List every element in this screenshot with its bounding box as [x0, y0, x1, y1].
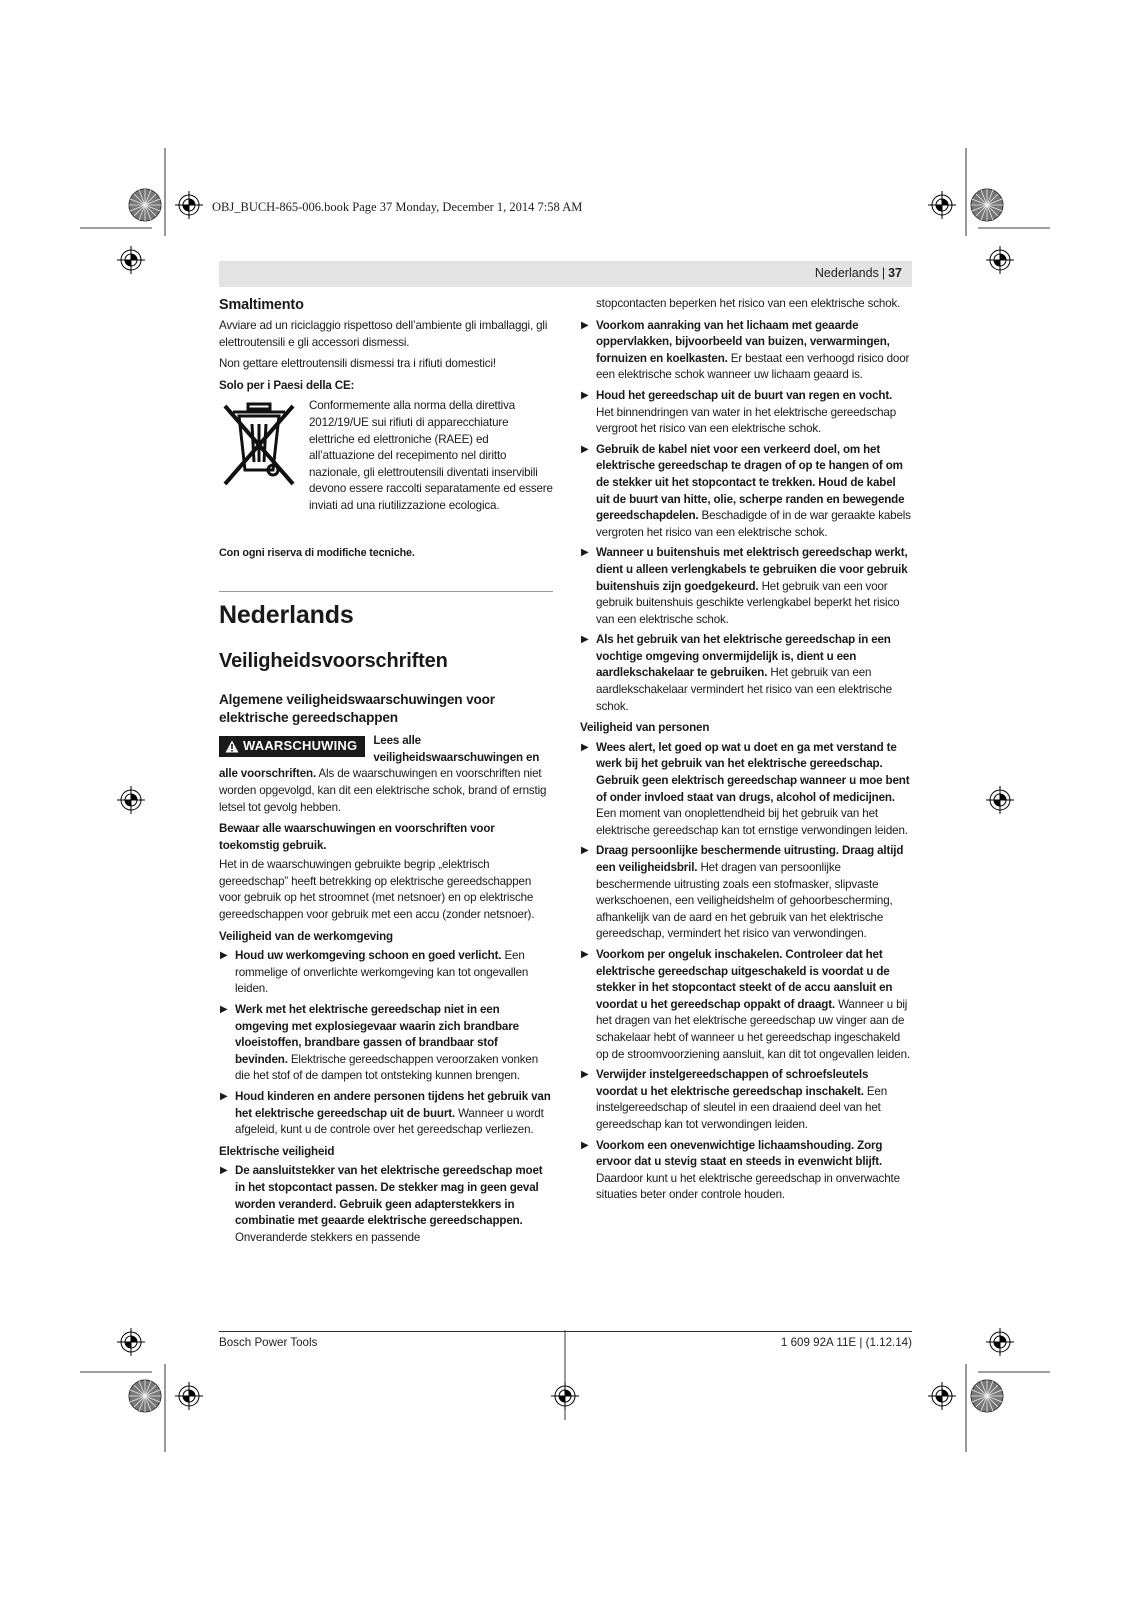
personal-safety-heading: Veiligheid van personen: [580, 721, 710, 735]
bullet-arrow-icon: ▶: [581, 389, 589, 401]
smaltimento-paragraph-1: Avviare ad un riciclaggio rispettoso dell’ambiente gli imballaggi, gli elettroutensili e gli accessori dismessi.: [219, 319, 548, 349]
technical-changes-note: Con ogni riserva di modifiche tecniche.: [219, 546, 415, 559]
ce-text: Conformemente alla norma della direttiva 2012/19/UE sui rifiuti di apparecchiature elettriche ed elettroniche (RAEE) ed all’attuazione del recepimento nel diritto nazionale, gli elettroutensili diventati inservibili devono essere raccolti separatamente ed essere inviati ad una riutilizzazione ecologica.: [309, 399, 553, 512]
list-item: ▶ Draag persoonlijke beschermende uitrusting. Draag altijd een veiligheidsbril. Het dragen van persoonlijke beschermende uitrusting zoals een stofmasker, slipvaste werkschoenen, een veiligheidshelm of gehoorbescherming, afhankelijk van de aard en het gebruik van het elektrische gereedschap, vermindert het risico van verwondingen.: [581, 844, 904, 941]
ce-heading: Solo per i Paesi della CE:: [219, 378, 355, 392]
right-column: [580, 296, 912, 1209]
footer-rule: [219, 1331, 912, 1332]
crossed-out-bin-icon: [219, 400, 299, 488]
bullet-arrow-icon: ▶: [581, 845, 589, 857]
header-language: Nederlands: [814, 266, 879, 280]
left-column: [219, 296, 553, 1251]
electrical-list: [580, 318, 912, 716]
term-definition: Het in de waarschuwingen gebruikte begrip „elektrisch gereedschap” heeft betrekking op elektrische gereedschappen voor gebruik op het stroomnet (met netsnoer) en op elektrische gereedschappen voor gebruik met een accu (zonder netsnoer).: [219, 858, 535, 922]
bullet-arrow-icon: ▶: [220, 950, 228, 962]
footer-doc-number: 1 609 92A 11E | (1.12.14): [780, 1336, 912, 1349]
warning-text: Als de waarschuwingen en voorschriften niet worden opgevolgd, kan dit een elektrische schok, brand of ernstig letsel tot gevolg hebben.: [219, 767, 547, 814]
bullet-arrow-icon: ▶: [581, 948, 589, 960]
continuation-text: stopcontacten beperken het risico van een elektrische schok.: [596, 297, 901, 310]
list-item: ▶ Wees alert, let goed op wat u doet en ga met verstand te werk bij het gebruik van het elektrische gereedschap. Gebruik geen elektrisch gereedschap wanneer u moe bent of onder invloed staat van drugs, alcohol of medicijnen. Een moment van onoplettendheid bij het gebruik van het elektrische gereedschap kan tot ernstige verwondingen leiden.: [581, 740, 910, 837]
list-item: ▶ Voorkom aanraking van het lichaam met geaarde oppervlakken, bijvoorbeeld van buizen, verwarmingen, fornuizen en koelkasten. Er bestaat een verhoogd risico door een elektrische schok wanneer uw lichaam geaard is.: [581, 318, 910, 382]
list-item: ▶ De aansluitstekker van het elektrische gereedschap moet in het stopcontact passen. De stekker mag in geen geval worden veranderd. Gebruik geen adapterstekkers in combinatie met geaarde elektrische gereedschappen. Onveranderde stekkers en passende: [220, 1164, 543, 1244]
bullet-arrow-icon: ▶: [581, 1069, 589, 1081]
running-header: Nederlands | 37: [219, 261, 912, 287]
bullet-arrow-icon: ▶: [220, 1165, 228, 1177]
warning-label: WAARSCHUWING: [219, 736, 365, 757]
list-item: ▶ Houd het gereedschap uit de buurt van regen en vocht. Het binnendringen van water in het elektrische gereedschap vergroot het risico van een elektrische schok.: [581, 388, 897, 436]
bullet-arrow-icon: ▶: [581, 1139, 589, 1151]
work-area-heading: Veiligheid van de werkomgeving: [219, 929, 393, 943]
footer-brand: Bosch Power Tools: [219, 1336, 318, 1349]
electrical-safety-heading: Elektrische veiligheid: [219, 1144, 335, 1158]
smaltimento-paragraph-2: Non gettare elettroutensili dismessi tra i rifiuti domestici!: [219, 357, 496, 371]
bullet-arrow-icon: ▶: [220, 1004, 228, 1016]
bullet-arrow-icon: ▶: [581, 741, 589, 753]
list-item: ▶ Houd kinderen en andere personen tijdens het gebruik van het elektrische gereedschap uit de buurt. Wanneer u wordt afgeleid, kunt u de controle over het gereedschap verliezen.: [220, 1090, 551, 1137]
smaltimento-heading: Smaltimento: [219, 297, 304, 313]
page-number: 37: [888, 266, 902, 280]
print-info: OBJ_BUCH-865-006.book Page 37 Monday, December 1, 2014 7:58 AM: [212, 200, 583, 214]
warning-paragraph: [219, 733, 553, 816]
list-item: ▶ Als het gebruik van het elektrische gereedschap in een vochtige omgeving onvermijdelijk is, dient u een aardlekschakelaar te gebruiken. Het gebruik van een aardlekschakelaar vermindert het risico van een elektrische schok.: [581, 633, 892, 713]
bullet-arrow-icon: ▶: [220, 1091, 228, 1102]
list-item: ▶ Wanneer u buitenshuis met elektrisch gereedschap werkt, dient u alleen verlengkabels te gebruiken die voor gebruik buitenshuis zijn goedgekeurd. Het gebruik van een voor gebruik buitenshuis geschikte verlengkabel beperkt het risico van een elektrische schok.: [581, 546, 908, 626]
list-item: ▶ Voorkom een onevenwichtige lichaamshouding. Zorg ervoor dat u stevig staat en steeds in evenwicht blijft. Daardoor kunt u het elektrische gereedschap in onverwachte situaties beter onder controle houden.: [581, 1138, 900, 1202]
list-item: ▶ Voorkom per ongeluk inschakelen. Controleer dat het elektrische gereedschap uitgeschakeld is voordat u de stekker in het stopcontact steekt of de accu aansluit en voordat u het gereedschap oppakt of draagt. Wanneer u bij het dragen van het elektrische gereedschap uw vinger aan de schakelaar hebt of wanneer u het gereedschap ingeschakeld op de stroomvoorziening aansluit, kan dit tot ongevallen leiden.: [581, 947, 910, 1061]
list-item: ▶ Werk met het elektrische gereedschap niet in een omgeving met explosiegevaar waarin zich brandbare vloeistoffen, brandbare gassen of brandbaar stof bevinden. Elektrische gereedschappen veroorzaken vonken die het stof of de dampen tot ontsteking kunnen brengen.: [220, 1003, 539, 1083]
safety-title: Veiligheidsvoorschriften: [219, 650, 448, 673]
bullet-arrow-icon: ▶: [581, 443, 589, 455]
section-divider: [219, 591, 553, 592]
list-item: ▶ Verwijder instelgereedschappen of schroefsleutels voordat u het elektrische gereedschap inschakelt. Een instelgereedschap of sleutel in een draaiend deel van het gereedschap kan tot verwondingen leiden.: [581, 1068, 888, 1131]
work-area-list: [219, 948, 553, 1139]
personal-safety-list: [580, 740, 912, 1204]
ce-block: [219, 398, 553, 514]
general-warnings-heading: Algemene veiligheidswaarschuwingen voor elektrische gereedschappen: [219, 692, 495, 726]
bullet-arrow-icon: ▶: [581, 319, 589, 331]
keep-instructions-heading: Bewaar alle waarschuwingen en voorschriften voor toekomstig gebruik.: [219, 822, 495, 852]
list-item: ▶ Houd uw werkomgeving schoon en goed verlicht. Een rommelige of onverlichte werkomgeving kan tot ongevallen leiden.: [220, 949, 529, 996]
bullet-arrow-icon: ▶: [581, 634, 589, 646]
warning-triangle-icon: [225, 740, 239, 753]
electrical-list-start: [219, 1163, 553, 1246]
warning-bold: Lees alle veiligheidswaarschuwingen en alle voorschriften.: [219, 734, 540, 781]
bullet-arrow-icon: ▶: [581, 547, 589, 559]
language-title: Nederlands: [219, 601, 354, 630]
list-item: ▶ Gebruik de kabel niet voor een verkeerd doel, om het elektrische gereedschap te dragen of op te hangen of om de stekker uit het stopcontact te trekken. Houd de kabel uit de buurt van hitte, olie, scherpe randen en bewegende gereedschapdelen. Beschadigde of in de war geraakte kabels vergroten het risico van een elektrische schok.: [581, 442, 911, 539]
